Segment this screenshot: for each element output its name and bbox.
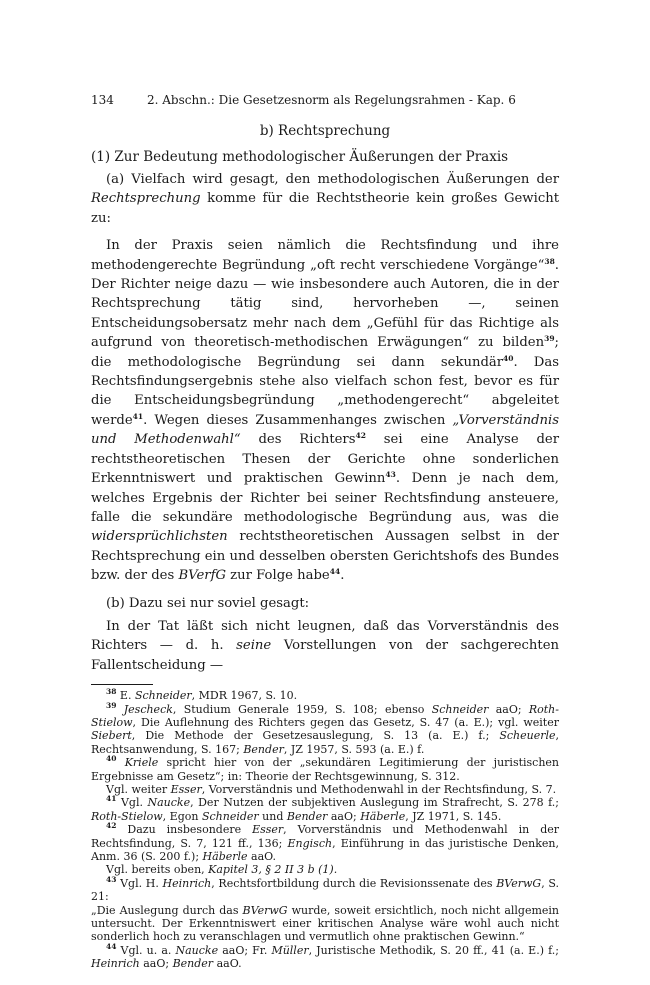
footnote-42: $^{42}$ Dazu insbesondere Esser, Vorverständnis und Methodenwahl in der Rechtsfindung, S. 7, 121 ff., 136; Engisch, Einführung in das juristische Denken, Anm. 36 (S. 200 f.); Häberle aaO.	[91, 821, 559, 864]
footnote-ref-41: 41	[132, 411, 144, 421]
footnote-ref-44: 44	[329, 567, 341, 577]
running-header	[91, 92, 559, 108]
paragraph-main: In der Praxis seien nämlich die Rechtsfindung und ihre methodengerechte Begründung „oft recht verschiedene Vorgänge“$^{38}$. Der Richter neige dazu — wie insbesondere auch Autoren, die in der Rechtsprechung tätig sind, hervorheben —, seinen Entscheidungsobersatz mehr nach dem „Gefühl für das Richtige als aufgrund von theoretisch-methodischen Erwägungen“ zu bilden$^{39}$; die methodologische Begründung sei dann sekundär$^{40}$. Das Rechtsfindungsergebnis stehe also vielfach schon fest, bevor es für die Entscheidungsbegründung „methodengerecht“ abgeleitet werde$^{41}$. Wegen dieses Zusammenhanges zwischen „Vorverständnis und Methodenwahl“ des Richters$^{42}$ sei eine Analyse der rechtstheoretischen Thesen der Gerichte ohne sonderlichen Erkenntniswert und praktischen Gewinn$^{43}$. Denn je nach dem, welches Ergebnis der Richter bei seiner Rechtsfindung ansteuere, falle die sekundäre methodologische Begründung aus, was die widersprüchlichsten rechtstheoretischen Aussagen selbst in der Rechtsprechung ein und desselben obersten Gerichtshofs des Bundes bzw. der des BVerfG zur Folge habe$^{44}$.	[91, 238, 559, 584]
footnote-ref-40: 40	[503, 353, 514, 363]
footnote-39: $^{39}$ Jescheck, Studium Generale 1959, S. 108; ebenso Schneider aaO; Roth-Stielow, Die Auflehnung des Richters gegen das Gesetz, S. 47 (a. E.); vgl. weiter Siebert, Die Methode der Gesetzesauslegung, S. 13 (a. E.) f.; Scheuerle, Rechtsanwendung, S. 167; Bender, JZ 1957, S. 593 (a. E.) f.	[91, 700, 559, 756]
footnote-ref-38: 38	[544, 256, 555, 266]
footnote-separator	[91, 684, 153, 685]
paragraph-c: In der Tat läßt sich nicht leugnen, daß das Vorverständnis des Richters — d. h. seine Vorstellungen von der sachgerechten Fallentscheidung —	[91, 618, 559, 673]
book-page	[91, 92, 559, 971]
running-title: 2. Abschn.: Die Gesetzesnorm als Regelungsrahmen - Kap. 6	[147, 93, 516, 107]
footnote-43: $^{43}$ Vgl. H. Heinrich, Rechtsfortbildung durch die Revisionssenate des BVerwG, S. 21:	[91, 874, 559, 904]
footnote-43-quote: „Die Auslegung durch das BVerwG wurde, soweit ersichtlich, noch nicht allgemein untersucht. Der Erkenntniswert einer kritischen Analyse wäre wohl auch nicht sonderlich hoch zu veranschlagen und vermutlich ohne praktischen Gewinn.“	[91, 903, 560, 944]
footnote-40-cont: Vgl. weiter Esser, Vorverständnis und Methodenwahl in der Rechtsfindung, S. 7.	[106, 783, 557, 796]
footnote-41: $^{41}$ Vgl. Naucke, Der Nutzen der subjektiven Auslegung im Strafrecht, S. 278 f.; Roth-Stielow, Egon Schneider und Bender aaO; Häberle, JZ 1971, S. 145.	[91, 794, 559, 823]
subsection-title: (1) Zur Bedeutung methodologischer Äußerungen der Praxis	[91, 149, 509, 165]
footnote-ref-42: 42	[355, 431, 366, 441]
footnote-42-cont: Vgl. bereits oben, Kapitel 3, § 2 II 3 b (1).	[106, 863, 338, 877]
footnote-ref-39: 39	[544, 334, 555, 344]
footnote-38: $^{38}$ E. Schneider, MDR 1967, S. 10.	[106, 687, 298, 703]
footnote-40: $^{40}$ Kriele spricht hier von der „sekundären Legitimierung der juristischen Ergebnisse am Gesetz“; in: Theorie der Rechtsgewinnung, S. 312.	[91, 754, 560, 783]
footnote-44: $^{44}$ Vgl. u. a. Naucke aaO; Fr. Müller, Juristische Methodik, S. 20 ff., 41 (a. E.) f.; Heinrich aaO; Bender aaO.	[91, 941, 559, 971]
paragraph-b: (b) Dazu sei nur soviel gesagt:	[106, 595, 310, 611]
footnotes	[91, 689, 559, 971]
section-title: b) Rechtsprechung	[259, 123, 391, 139]
footnote-ref-43: 43	[385, 470, 396, 480]
page-number: 134	[91, 93, 114, 107]
paragraph-a: (a) Vielfach wird gesagt, den methodologischen Äußerungen der Rechtsprechung komme für die Rechtstheorie kein großes Gewicht zu:	[91, 172, 559, 226]
